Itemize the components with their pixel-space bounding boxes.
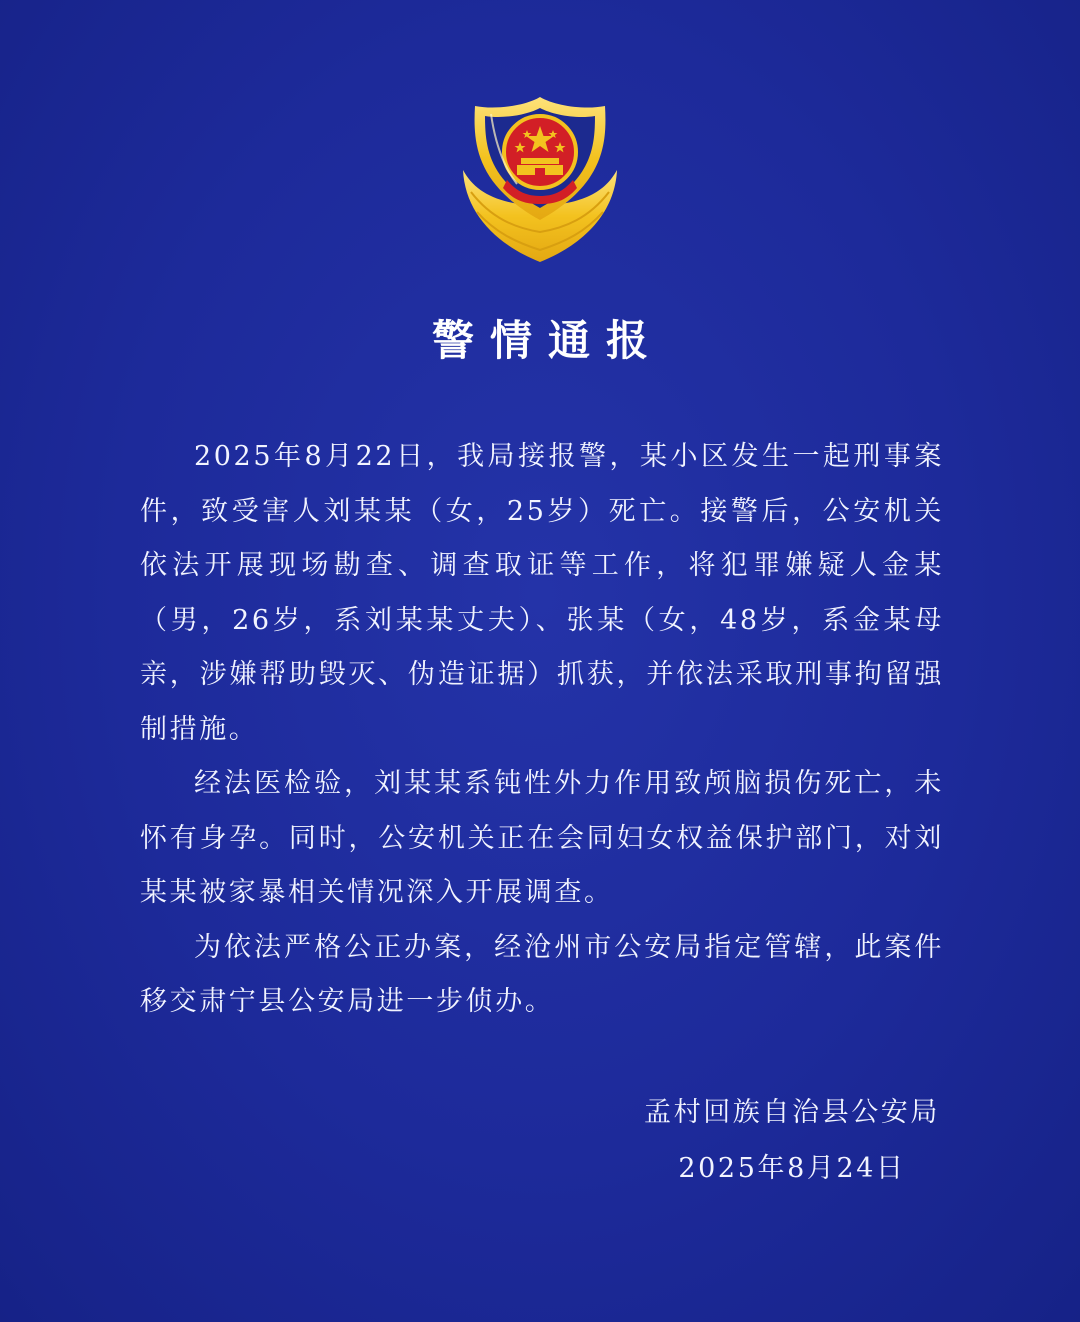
notice-title: 警情通报 (431, 316, 664, 365)
notice-paragraph-1: 2025年8月22日，我局接报警，某小区发生一起刑事案件，致受害人刘某某（女，25岁）死亡。接警后，公安机关依法开展现场勘查、调查取证等工作，将犯罪嫌疑人金某（男，26岁，系刘某某丈夫）、张某（女，48岁，系金某母亲，涉嫌帮助毁灭、伪造证据）抓获，并依法采取刑事拘留强制措施。 (140, 441, 944, 745)
issuer-name: 孟村回族自治县公安局 (644, 1097, 940, 1128)
notice-paragraph-3: 为依法严格公正办案，经沧州市公安局指定管辖，此案件移交肃宁县公安局进一步侦办。 (140, 931, 944, 1017)
issue-date: 2025年8月24日 (678, 1153, 906, 1184)
notice-body (140, 430, 944, 1030)
police-emblem-icon (455, 92, 625, 267)
notice-paragraph-2: 经法医检验，刘某某系钝性外力作用致颅脑损伤死亡，未怀有身孕。同时，公安机关正在会同妇女权益保护部门，对刘某某被家暴相关情况深入开展调查。 (140, 768, 944, 908)
notice-signature (644, 1085, 940, 1197)
